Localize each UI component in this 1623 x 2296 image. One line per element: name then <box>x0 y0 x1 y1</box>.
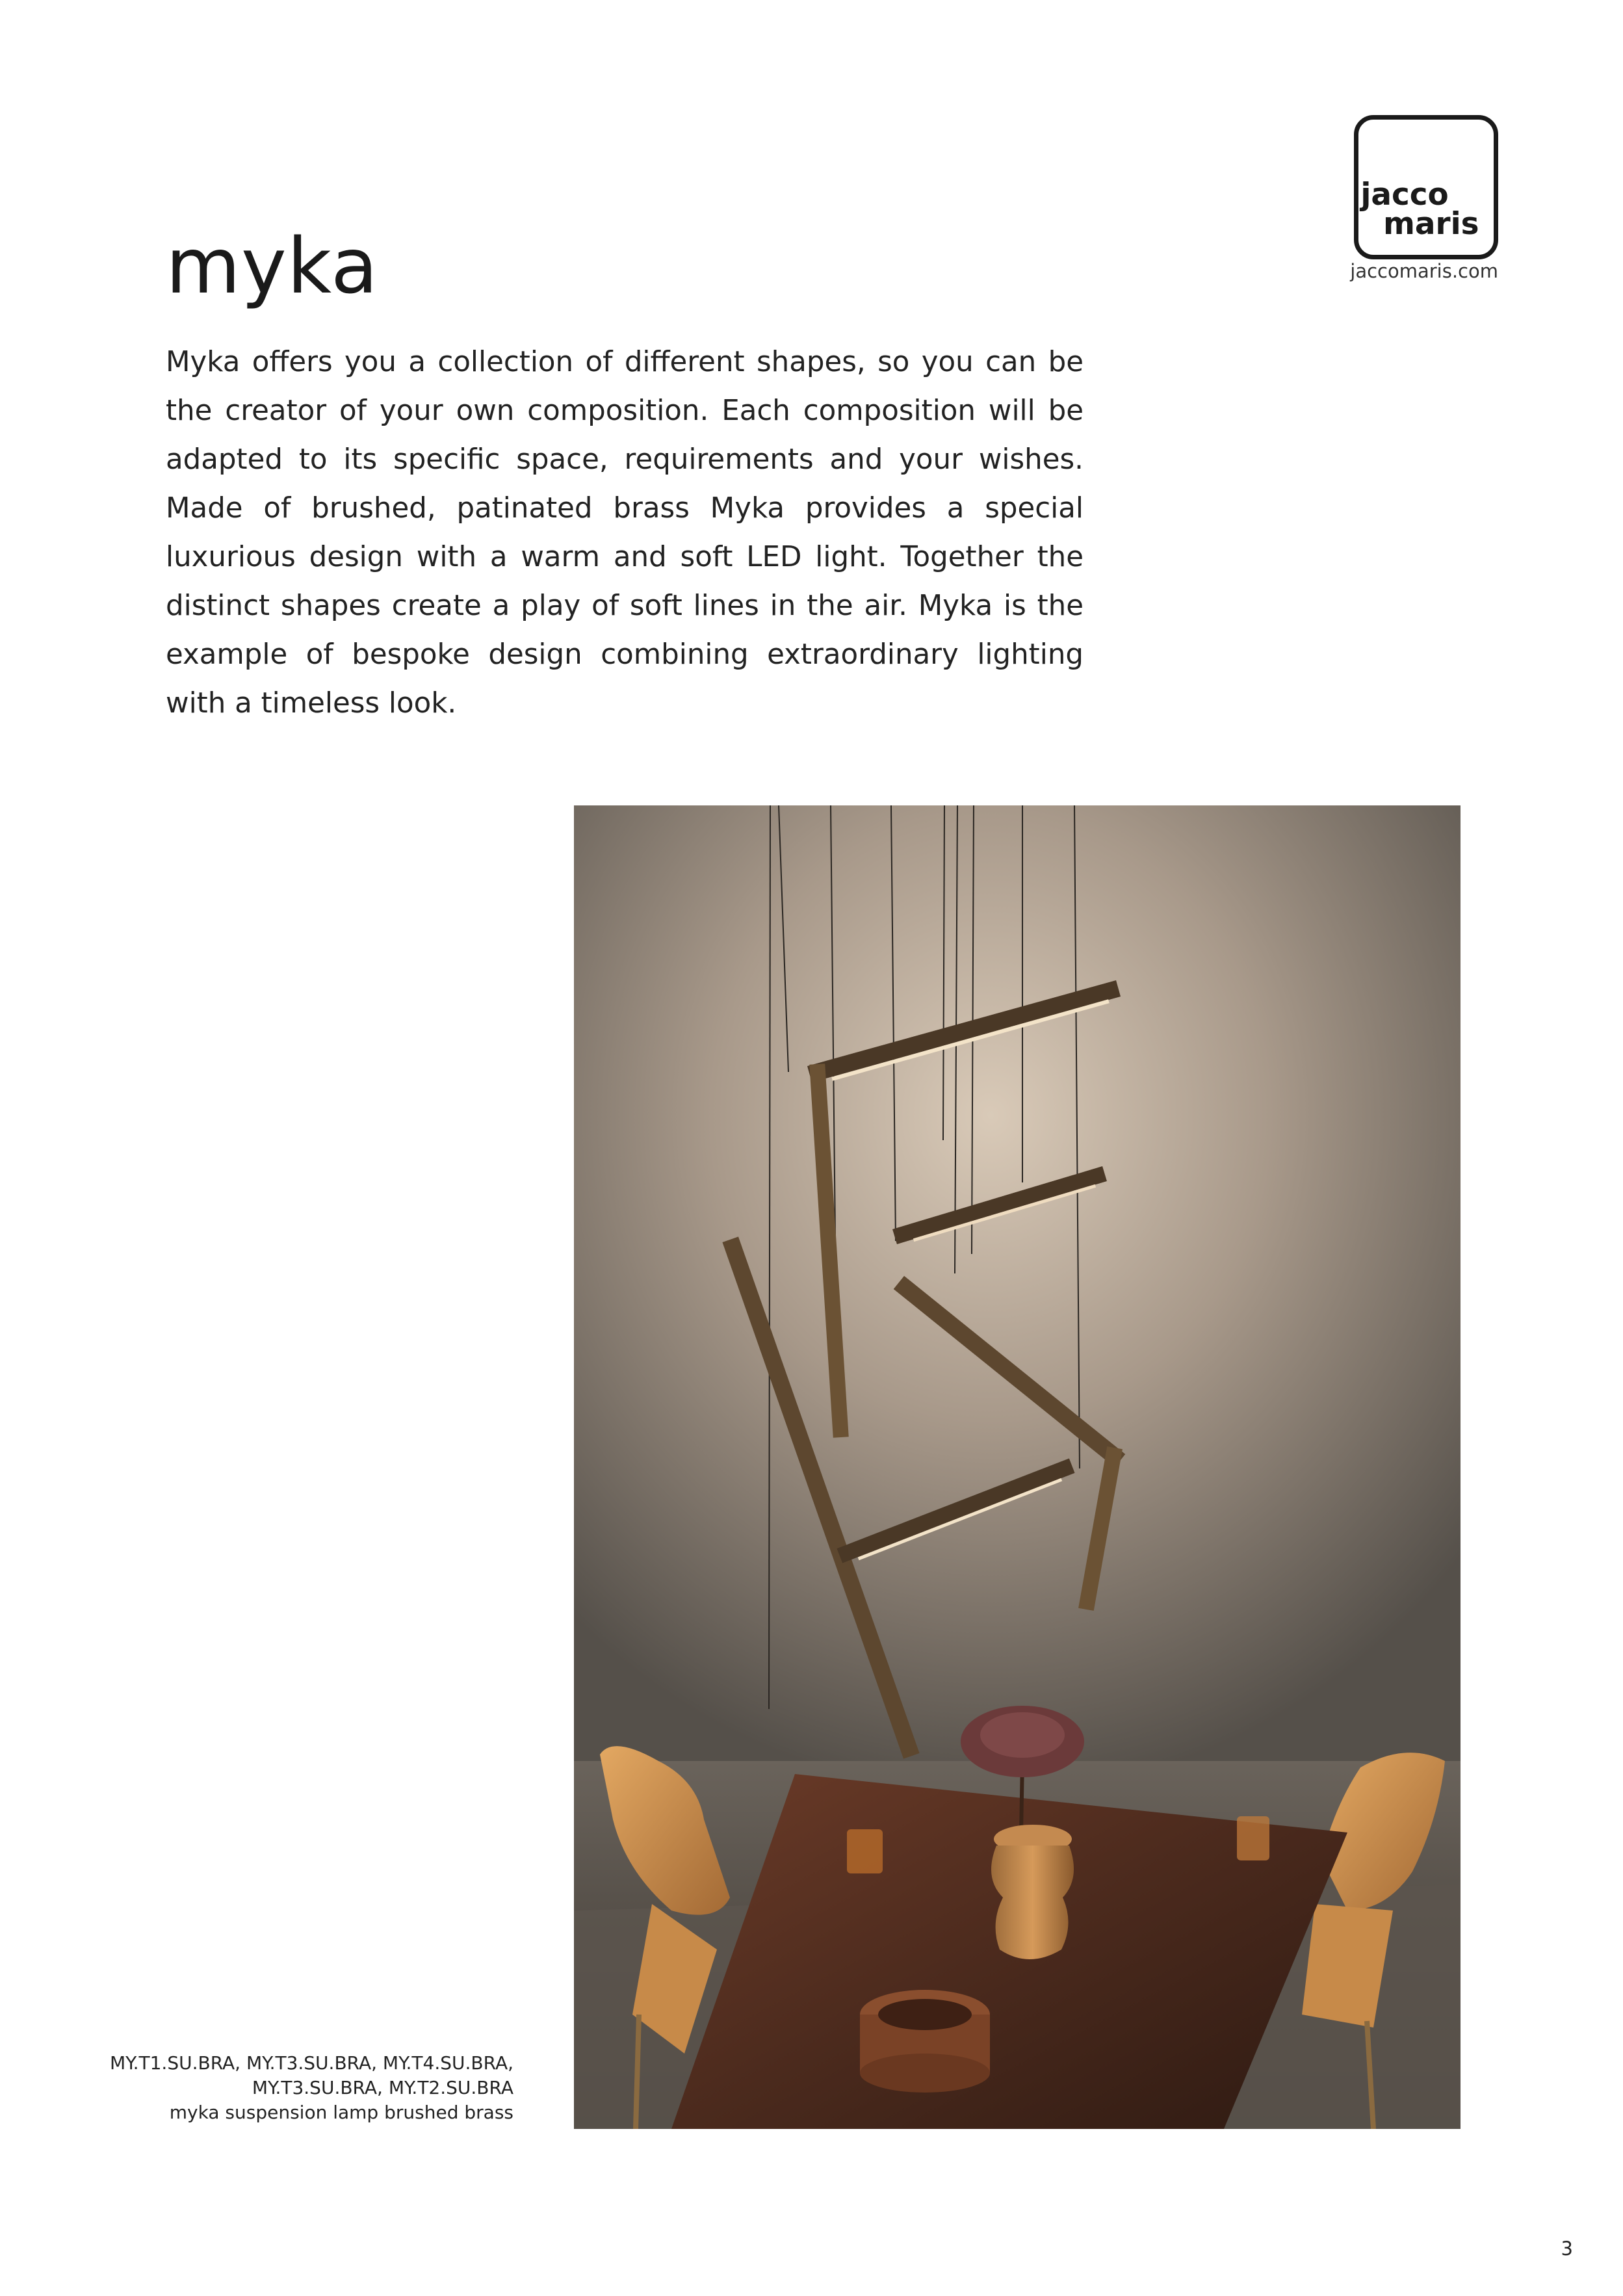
wall <box>574 805 1461 1774</box>
glass-left <box>847 1829 883 1873</box>
logo-word-maris: maris <box>1383 207 1479 242</box>
caption-codes-line-2: MY.T3.SU.BRA, MY.T2.SU.BRA <box>252 2077 513 2098</box>
caption-description: myka suspension lamp brushed brass <box>169 2102 513 2123</box>
page-number: 3 <box>1561 2237 1573 2260</box>
product-description: Myka offers you a collection of different shapes, so you can be the creator of your own composition. Each composition will be adapted to its specific space, requirements and your wishes. Made of brushed, patinated brass Myka provides a special luxurious design with a warm and soft LED light. Together the distinct shapes create a play of soft lines in the air. Myka is the example of bespoke design combining extraordinary lighting with a timeless look. <box>166 346 1084 720</box>
website-url: jaccomaris.com <box>1350 260 1498 282</box>
page-title: myka <box>166 221 379 311</box>
photo-caption <box>97 2051 513 2125</box>
caption-codes-line-1: MY.T1.SU.BRA, MY.T3.SU.BRA, MY.T4.SU.BRA, <box>110 2052 513 2074</box>
brand-logo <box>1354 115 1498 259</box>
brand-logo-mark <box>1358 120 1494 255</box>
glass-right <box>1237 1816 1269 1860</box>
brass-bowl <box>860 1990 990 2093</box>
logo-word-jacco: jacco <box>1360 177 1449 213</box>
product-photo <box>574 805 1461 2129</box>
